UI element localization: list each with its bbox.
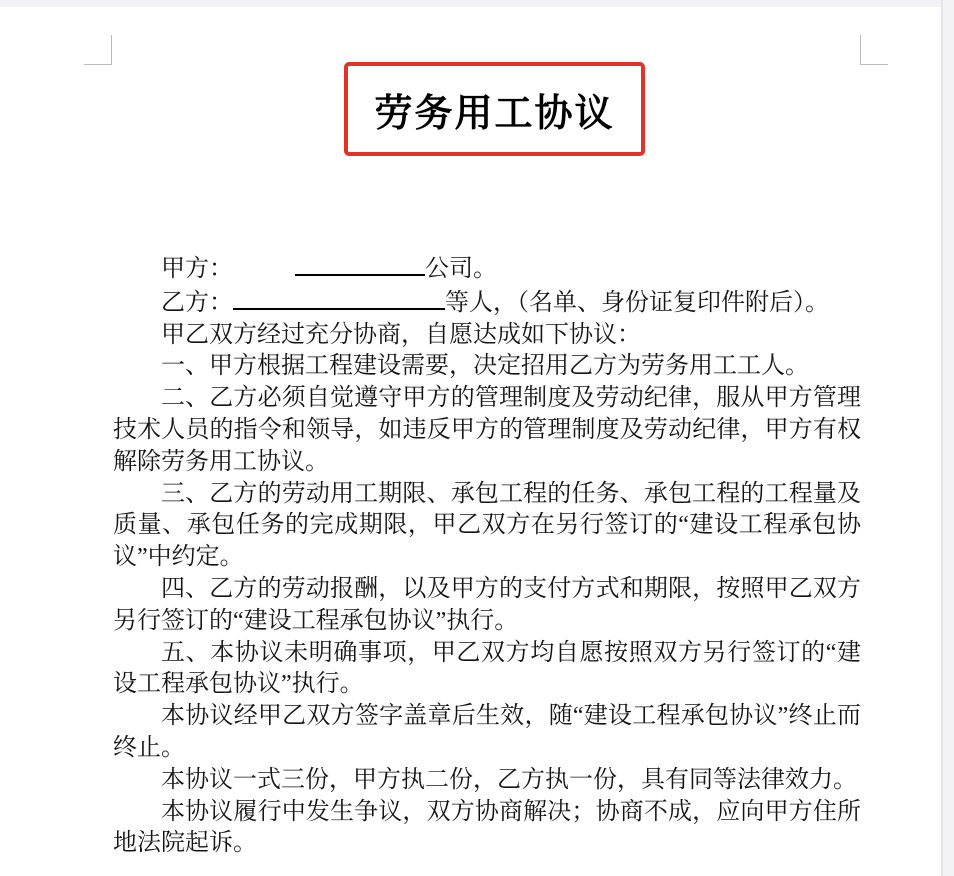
intro-line: 甲乙双方经过充分协商，自愿达成如下协议： xyxy=(161,321,641,348)
clause-3: 三、乙方的劳动用工期限、承包工程的任务、承包工程的工程量及质量、承包任务的完成期限，甲乙双方在另行签订的“建设工程承包协议”中约定。 xyxy=(113,480,861,571)
window-top-edge xyxy=(0,0,954,7)
party-b-suffix: 等人，（名单、身份证复印件附后）。 xyxy=(445,289,829,316)
clause-5: 五、本协议未明确事项，甲乙双方均自愿按照双方另行签订的“建设工程承包协议”执行。 xyxy=(113,639,861,698)
page-right-edge xyxy=(941,0,954,876)
party-a-line xyxy=(113,252,861,286)
text-boundary-mark-top-right xyxy=(860,35,888,65)
party-a-label: 甲方： xyxy=(161,256,233,282)
party-b-label: 乙方： xyxy=(161,289,233,316)
party-a-blank-field[interactable] xyxy=(295,252,425,276)
party-a-spacer xyxy=(233,252,295,276)
party-a-suffix: 公司。 xyxy=(425,256,497,282)
party-b-blank-field[interactable] xyxy=(233,286,445,310)
document-title: 劳务用工协议 xyxy=(374,92,615,135)
party-b-line xyxy=(113,286,861,320)
clause-copies: 本协议一式三份，甲方执二份，乙方执一份，具有同等法律效力。 xyxy=(161,766,857,793)
clause-4: 四、乙方的劳动报酬，以及甲方的支付方式和期限，按照甲乙双方另行签订的“建设工程承包协议”执行。 xyxy=(113,575,861,634)
clause-2: 二、乙方必须自觉遵守甲方的管理制度及劳动纪律，服从甲方管理技术人员的指令和领导，如违反甲方的管理制度及劳动纪律，甲方有权解除劳务用工协议。 xyxy=(113,385,861,475)
document-body xyxy=(113,252,861,860)
clause-effective: 本协议经甲乙双方签字盖章后生效，随“建设工程承包协议”终止而终止。 xyxy=(113,703,861,761)
text-boundary-mark-top-left xyxy=(84,35,112,65)
clause-1: 一、甲方根据工程建设需要，决定招用乙方为劳务用工工人。 xyxy=(161,353,809,380)
title-box[interactable] xyxy=(344,62,645,156)
clause-dispute: 本协议履行中发生争议，双方协商解决；协商不成，应向甲方住所地法院起诉。 xyxy=(113,798,861,857)
